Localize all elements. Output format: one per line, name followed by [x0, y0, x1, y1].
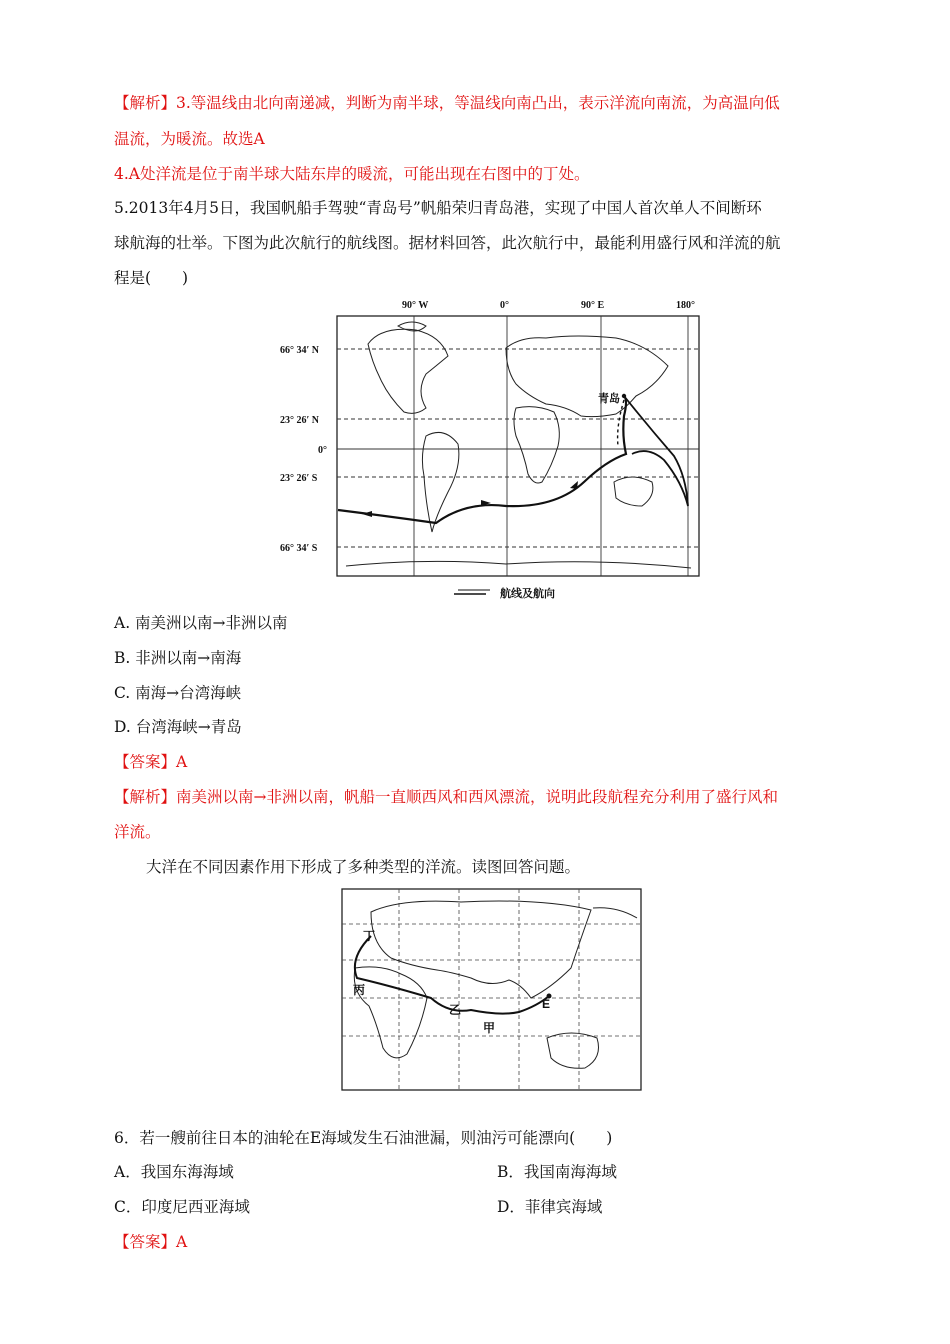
q5-answer: [114, 752, 187, 772]
north-america-outline: [368, 329, 448, 413]
australia-outline: [614, 477, 653, 506]
legend-label: 航线及航向: [500, 588, 555, 600]
lon-label-90e: 90° E: [581, 300, 605, 311]
lat-label-0: 0°: [318, 445, 327, 456]
eurasia-outline: [506, 336, 668, 417]
passage-intro: 大洋在不同因素作用下形成了多种类型的洋流。读图回答问题。: [146, 858, 581, 876]
lat-label-66s: 66° 34′ S: [280, 543, 318, 554]
q5-analysis-line1: 【解析】南美洲以南→非洲以南，帆船一直顺西风和西风漂流，说明此段航程充分利用了盛行风和: [114, 788, 779, 806]
eurasia2-outline: [371, 901, 591, 998]
route-arrows: [362, 481, 578, 517]
answer-value: A: [176, 753, 188, 771]
nw-coast: [593, 908, 637, 918]
answer-label: 【答案】: [114, 753, 177, 771]
qingdao-dot: [622, 394, 626, 398]
q3-analysis-line1: 【解析】3.等温线由北向南递减，判断为南半球，等温线向南凸出，表示洋流向南流，为高温向低: [114, 94, 780, 112]
q5-analysis-line2: 洋流。: [114, 823, 161, 841]
lat-label-66n: 66° 34′ N: [280, 345, 320, 356]
australia2-outline: [547, 1033, 599, 1068]
lon-label-0: 0°: [500, 300, 509, 311]
lon-label-90w: 90° W: [402, 300, 429, 311]
q6-option-b[interactable]: B．我国南海海域: [497, 1163, 617, 1181]
answer-label: 【答案】: [114, 1233, 177, 1251]
label-e: E: [542, 997, 551, 1011]
antarctica-outline: [346, 561, 691, 568]
q5-stem-line3: 程是( ): [114, 269, 189, 287]
q5-option-d[interactable]: D. 台湾海峡→青岛: [114, 718, 242, 736]
q5-stem-line2: 球航海的壮举。下图为此次航行的航线图。据材料回答，此次航行中，最能利用盛行风和洋流的航: [114, 234, 781, 252]
sailing-route-return: [624, 396, 688, 506]
q5-option-c[interactable]: C. 南海→台湾海峡: [114, 684, 242, 702]
q3-analysis-line2: 温流，为暖流。故选A: [114, 130, 265, 148]
q6-option-c[interactable]: C．印度尼西亚海域: [114, 1198, 250, 1216]
map-frame: [337, 316, 699, 576]
q5-option-b[interactable]: B. 非洲以南→南海: [114, 649, 242, 667]
q5-option-a[interactable]: A. 南美洲以南→非洲以南: [114, 614, 288, 632]
q6-answer: [114, 1232, 187, 1252]
analysis-label: 【解析】: [114, 94, 177, 112]
lat-label-23n: 23° 26′ N: [280, 415, 320, 426]
label-yi: 乙: [449, 1003, 462, 1017]
south-america-outline: [422, 432, 458, 532]
q4-analysis: 4.A处洋流是位于南半球大陆东岸的暖流，可能出现在右图中的丁处。: [114, 165, 590, 183]
currents-map: [341, 888, 643, 1092]
label-ding: 丁: [363, 929, 376, 943]
label-bing: 丙: [353, 983, 366, 997]
q5-stem-line1: 5.2013年4月5日，我国帆船手驾驶“青岛号”帆船荣归青岛港，实现了中国人首次单人不间断环: [114, 199, 762, 217]
answer-value: A: [176, 1233, 188, 1251]
map2-frame: [342, 889, 641, 1090]
label-jia: 甲: [483, 1021, 496, 1035]
tanker-route: [355, 936, 549, 1014]
q6-option-a[interactable]: A．我国东海海域: [114, 1163, 234, 1181]
analysis-label: 【解析】: [114, 788, 177, 806]
route-map: [276, 296, 706, 606]
africa-outline: [514, 407, 559, 483]
lat-label-23s: 23° 26′ S: [280, 473, 318, 484]
lon-label-180: 180°: [676, 300, 695, 311]
qingdao-label: 青岛: [598, 393, 620, 405]
q6-option-d[interactable]: D．菲律宾海域: [497, 1198, 603, 1216]
q6-stem: 6．若一艘前往日本的油轮在E海域发生石油泄漏，则油污可能漂向( ): [114, 1129, 613, 1147]
